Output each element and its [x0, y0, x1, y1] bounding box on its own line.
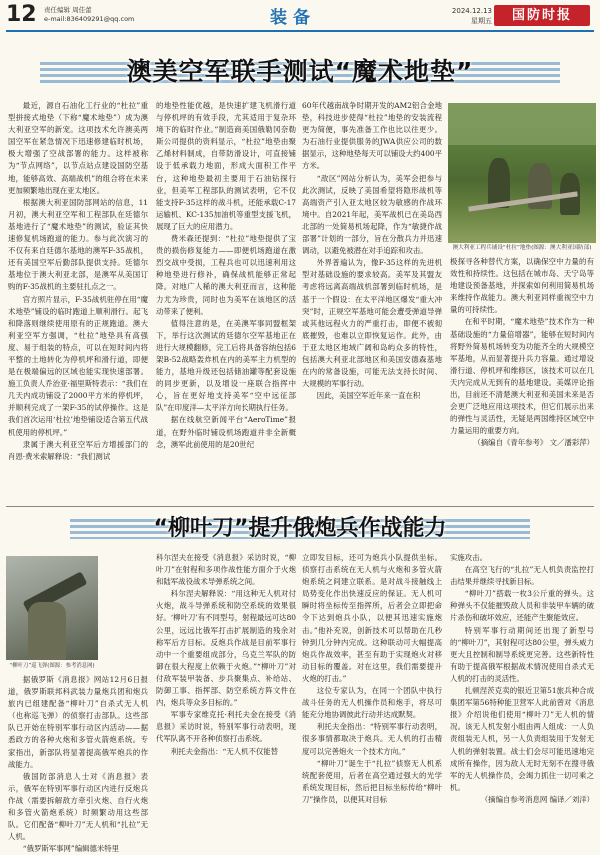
paragraph: 俄国防部消息人士对《消息报》表示，俄军在特别军事行动区内进行反炮兵作战（需要拆解敌方牵引火炮、自行火炮和多管火箭炮系统）时频繁动用这些部队。它们配备“柳叶刀”无人机和“扎拉”无人机。 [8, 771, 148, 842]
paragraph: “敌区”网站分析认为，美军会把参与此次测试，反映了美国希望将隐形战机等高端资产引入亚太地区较为敏感的作战环境中。自2021年起，美军战机已在美岛西北部的一处简易机场起降，作为“敏捷作战部署”计划的一部分，旨在分散兵力并迅速调动，以避免被潜在对手追踪和攻击。 [302, 173, 442, 256]
paragraph: “柳叶刀”诞生于“扎拉”侦察无人机系统配套使用，后者在高空通过强大的光学系统发现目标，然后把目标坐标传给“柳叶刀”操作员，以便其对目标 [302, 758, 442, 804]
paragraph: “俄罗斯军事网”编辑德米特里 [22, 844, 120, 854]
paragraph: 这位专家认为，在同一个团队中执行战斗任务的无人机操作员和炮手，将尽可能充分地协调彼此行动并达成默契。 [302, 686, 442, 720]
issue-date [446, 6, 492, 26]
paragraph: 特别军事行动期间还出现了新型号的“柳叶刀”，其射程可达80公里，弹头威力更大且控制和制导系统更完善。这些新特性有助于提高俄军根据战术情况使用自杀式无人机的打击的灵活性。 [450, 625, 594, 683]
article2-column-4 [450, 552, 594, 834]
article2-column-2 [156, 552, 296, 834]
article2-headline: “柳叶刀”提升俄炮兵作战能力 [153, 516, 447, 541]
page-number: 12 [6, 2, 37, 27]
paragraph: 据俄罗斯《消息报》网站12月6日报道，俄罗斯联邦科武装力量炮兵团和炮兵旅内已组建配备“柳叶刀”自杀式无人机（也称巡飞弹）的侦察打击部队。这些部队已开始在特别军事行动区内活动——据悉政方的各种火炮和多管火箭炮系统。专家指出，新部队将显著提高俄军炮兵的作战能力。 [8, 675, 148, 769]
paragraph: 军事专家维克托·利托夫金在接受《消息报》采访时说，特别军事行动表明，现代军队离不开各种侦察打击系统。 [156, 710, 296, 744]
paragraph: 最近，源自石油化工行业的“杜拉”重型拼接式地垫（下称“魔术地垫”）成为澳大利亚空军的新宠。这项技术允许澳美两国空军在紧急情况下迅速修建临时机场，极大增强了空战部署的能力。这样被称为“节点网络”，以节点站点建设国防空基地，能够高效、高端战机”的组合将在未来更加频繁地出现在亚太地区。 [8, 101, 148, 195]
article1-headline-banner [0, 52, 600, 92]
article2-column-3 [302, 552, 442, 834]
page-header [0, 0, 600, 34]
article1-photo [448, 103, 596, 243]
article1-column-3 [302, 100, 442, 500]
article-divider [6, 506, 594, 507]
paragraph: 在高空飞行的“扎拉”无人机负责监控打击结果并继续寻找新目标。 [450, 565, 594, 587]
paragraph: 根据澳大利亚国防部网站的信息，11月初，澳大利亚空军和工程部队在廷德尔基地进行了“魔术地垫”的测试，验证其快速修复机场跑道的能力。参与此次演习的不仅有来自廷德尔基地的澳军F-35战机，还有美国空军后勤部队提供支持。廷德尔基地位于澳大利亚北部，是澳军从美国订购的F-35战机的主要驻扎点之一。 [8, 197, 148, 292]
header-divider [6, 30, 594, 32]
article2-photo-caption: “柳叶刀”巡飞弹(图源：参考消息网) [9, 663, 95, 669]
paragraph: 扎顿涅茨克卖的银近卫第51旅兵种合成集团军第56特种能卫营军人此前曾对《消息报》介绍说他们使用“柳叶刀”无人机的情况。该无人机发射小组由两人组成：一人负责组装无人机，另一人负责组装用于发射无人机的弹射装置。战士们会尽可能迅速地完成所有操作，因为敌人无时无刻不在搜寻俄军的无人机操作员，会竭力抓住一切可乘之机。 [450, 686, 594, 792]
article1-signature: （摘编自《青年参考》 文／潘彩萍） [473, 438, 594, 448]
paragraph: 据在线航空新闻平台“AeroTime”报道，在野外临时铺设机场跑道并非全新概念，澳军此前使用的是20世纪 [156, 415, 296, 449]
paragraph: 值得注意的是，在美澳军事同盟框架下，举行这次测试的廷德尔空军基地正在进行大规模翻修，完工后将具备容纳包括6架B-52战略轰炸机在内的美军主力机型的能力，基地升级还包括储油罐等配套设施的同步更新，以及增设一座联合指挥中心，旨在更好地支持美军“空中远征部队”在印度洋—太平洋方向长期执行任务。 [156, 318, 296, 413]
article2-headline-banner [0, 511, 600, 547]
paragraph: 科尔涅夫解释说：“用这种无人机对付火炮，战斗导弹系统和防空系统的效果很好。‘柳叶刀’有不同型号，射程最远可达80公里，远远比俄军打击扩展制造的残余对称军后方目标。反炮兵作战是目前军事行动中一个重要组成部分，乌克兰军队的防御在很大程度上依赖于火炮。”“柳叶刀”对付敌军装甲装备、步兵聚集点、补给站、防御工事、指挥部、防空系统方阵文件在内，炮兵等众多目标的。” [156, 589, 296, 708]
newspaper-masthead: 国防时报 [494, 5, 590, 26]
weekday: 星期五 [471, 17, 492, 25]
paragraph: 实施攻击。 [450, 553, 487, 562]
paragraph: 在和平时期，“魔术地垫”技术作为一种基础设施的“力量倍增器”，能够在短时间内将野外简易机场转变为功能齐全的大规模空军基地，从而显著提升兵力容量。通过增设滑行道、停机坪和维修区，该技术可以在几天内完成从无到有的基地建设。美媒评论指出，目前还不清楚澳大利亚和美国未来是否会更广泛地应用这项技术，但它们展示出来的弹性与灵活性，无疑是两国维持区域空中力量运用的重要方向。 [450, 317, 594, 436]
paragraph: 隶属于澳大利亚空军后方增援部门的肖恩·费米索解释说：“我们测试 [8, 439, 148, 461]
article1-headline: 澳美空军联手测试“魔术地垫” [126, 57, 474, 86]
article2-signature: （摘编自参考消息网 编译／刘洋） [480, 794, 594, 804]
paragraph: 极探寻各种替代方案，以确保空中力量的有效性和持续性。这包括在城市岛、天宁岛等地建设预备基地，并探索如何利用简易机场来维持作战能力。澳大利亚同样重视空中力量的可持续性。 [450, 257, 594, 315]
article2-column-1 [8, 674, 148, 854]
editor-email: e-mail:836409291@qq.com [44, 15, 135, 23]
article1-column-1 [8, 100, 148, 500]
date-value: 2024.12.13 [451, 7, 492, 15]
paragraph: 官方照片显示，F-35战机驻停在用“魔术地垫”铺设的临时跑道上顺利滑行。起飞和降落则继续使用原有的正规跑道。澳大利亚空军方强调，“杜拉”地垫具有高强度、易于组装的特点，可以在短时间内将平整的土地转化为停机坪和滑行道，即便是在极端偏远的区域也能实现快速部署。施工负责人乔治亚·福里斯特表示：“我们在几天内成功铺设了2000平方米的停机坪，并顺利完成了一架F-35的试停操作。这是我们首次运用‘杜拉’地垫铺设适合第五代战机使用的停机坪。” [8, 294, 148, 437]
article1-column-2 [156, 100, 296, 500]
article1-photo-caption: 澳大利亚工程兵铺设“杜拉”地垫(图源：澳大利亚国防部) [452, 245, 592, 251]
article2-photo [6, 556, 98, 660]
editor-name: 责任编辑 周佳蕾 [44, 6, 92, 14]
paragraph: 费米森还提到：“杜拉”地垫提供了宝贵的损伤修复能力——即便机场跑道在激烈交战中受损，工程兵也可以迅速利用这种地垫进行修补，确保战机能够正常起降。对地广人稀的澳大利亚而言，这种能力尤为珍贵，同时也为美军在该地区的活动带来了便利。 [156, 234, 296, 316]
paragraph: 利托夫金指出：“特别军事行动表明，很多事情都取决于炮兵。无人机的打击精度可以完善炮火一个技术方向。” [302, 722, 442, 756]
paragraph: 科尔涅夫在接受《消息报》采访时说，“柳叶刀”在射程和多项作战性能方面介于火炮和陆军战役战术导弹系统之间。 [156, 553, 296, 587]
paragraph: 利托夫金指出：“无人机不仅能替 [170, 746, 279, 756]
section-title: 装备 [270, 8, 316, 28]
article1-column-4 [450, 256, 594, 504]
paragraph: “柳叶刀”搭载一枚3公斤重的弹头。这种弹头不仅能摧毁敌人员和非装甲车辆的破片杀伤和破坏效应，还能产生聚能效应。 [450, 589, 594, 623]
editor-info [44, 6, 134, 24]
paragraph: 立即发目标，还可为炮兵小队提供坐标。侦察打击系统在无人机与火炮和多管火箭炮系统之间建立联系。是对战斗接触线上局势变化作出快速反应的保证。无人机可瞬时将坐标传至指挥所，后者会立即把命令下达到炮兵小队，以便其迅速实施炮击。”他补充说，创新技术可以帮助在几秒钟到几分钟内完成。这种联动可大幅提高炮兵作战效率，甚至有助于实现炮火对移动目标的覆盖。对在这里，我们需要提升火炮的打击。” [302, 553, 442, 683]
paragraph: 的地垫性能优越，是快速扩建飞机滑行道与停机坪的有效手段，尤其适用于复杂环境下的临时作业。”制造商美国俄勒冈奈勒斯公司提供的资料显示，“杜拉”地垫由聚乙烯材料制成，自带防滑设计，可直接铺设于低承载力地面，形成大面积工作平台，这种地垫最初主要用于石油钻探行业，但美军工程部队的测试表明，它不仅能支持F-35这样的战斗机，还能承载C-17运输机、KC-135加油机等重型支援飞机，展现了巨大的应用潜力。 [156, 101, 296, 231]
paragraph: 60年代越南战争时期开发的AM2铝合金地垫，科技进步使得“杜拉”地垫的安装流程更为简便，事先准备工作也比以往更少。为石油行业提供服务的JWA供应公司的数据显示，这种地垫每天可以铺设大约400平方米。 [302, 101, 442, 171]
soldier-figure [28, 602, 66, 660]
photo-background [448, 103, 596, 145]
paragraph: 外界普遍认为，像F-35这样的先进机型对基础设施的要求较高。美军及其盟友考虑将远离高端战机部署到临时机场，是基于一个假设：在太平洋地区爆发“重大冲突”时，正规空军基地可能会遭受弹道导弹或其他远程火力的严重打击，即便不被彻底摧毁，也难以立即恢复运作。此外，由于亚太地区地域广阔和岛屿众多的特性，包括澳大利亚北部地区和美国安德森基地在内的常备设施，可能无法支持长时间、大规模的军事行动。 [302, 258, 442, 389]
paragraph: 因此，美国空军近年来一直在积 [316, 391, 421, 401]
